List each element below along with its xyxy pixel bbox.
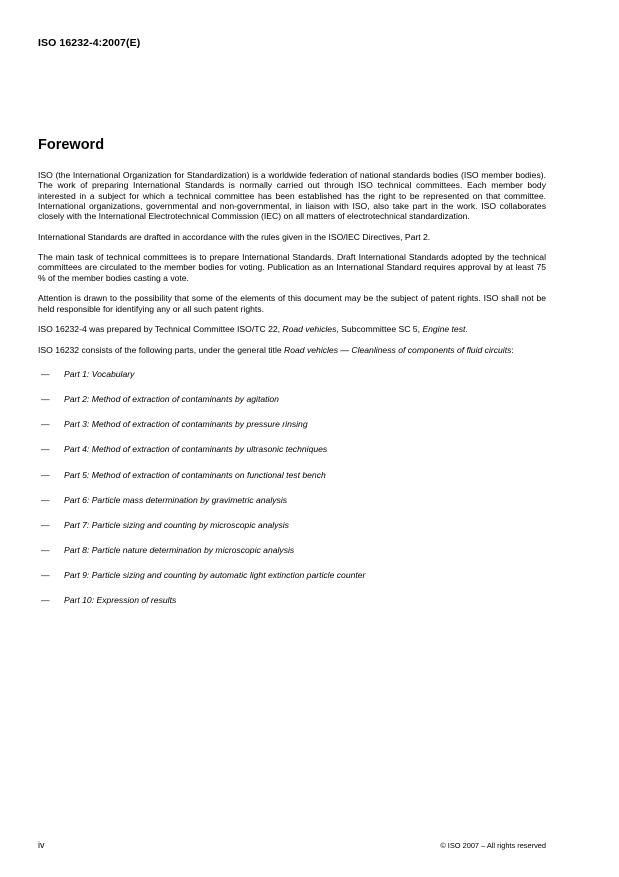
list-dash: — bbox=[41, 519, 50, 530]
list-item-text: Part 9: Particle sizing and counting by automatic light extinction particle counter bbox=[64, 570, 366, 581]
list-item bbox=[38, 419, 546, 444]
list-dash: — bbox=[41, 570, 50, 581]
paragraph-prepared-by bbox=[38, 324, 546, 334]
prepared-by-end: . bbox=[465, 324, 468, 335]
copyright-notice: © ISO 2007 – All rights reserved bbox=[440, 841, 546, 850]
list-dash: — bbox=[41, 444, 50, 455]
list-dash: — bbox=[41, 545, 50, 556]
parts-intro-text: ISO 16232 consists of the following parts, under the general title bbox=[38, 344, 285, 355]
list-item bbox=[38, 545, 546, 570]
list-item bbox=[38, 570, 546, 595]
committee-title-road-vehicles: Road vehicles bbox=[282, 324, 337, 335]
list-item bbox=[38, 369, 546, 394]
list-dash: — bbox=[41, 469, 50, 480]
list-item-text: Part 1: Vocabulary bbox=[64, 368, 135, 379]
list-item-text: Part 3: Method of extraction of contaminants by pressure rinsing bbox=[64, 419, 308, 430]
document-id-header: ISO 16232-4:2007(E) bbox=[38, 37, 141, 49]
general-title: Road vehicles — Cleanliness of components of fluid circuits bbox=[284, 344, 512, 355]
list-item-text: Part 7: Particle sizing and counting by microscopic analysis bbox=[64, 519, 289, 530]
paragraph-technical-committees: The main task of technical committees is to prepare International Standards. Draft International Standards adopted by the technical committees are circulated to the member bodies for voting. Publication as an International Standard requires approval by at least 75 % of the member bodies casting a vote. bbox=[38, 252, 546, 283]
list-item bbox=[38, 595, 546, 620]
list-item-text: Part 5: Method of extraction of contaminants on functional test bench bbox=[64, 469, 326, 480]
list-dash: — bbox=[41, 595, 50, 606]
parts-intro-end: : bbox=[511, 344, 514, 355]
list-dash: — bbox=[41, 368, 50, 379]
list-item-text: Part 8: Particle nature determination by microscopic analysis bbox=[64, 545, 295, 556]
list-item bbox=[38, 470, 546, 495]
list-item-text: Part 10: Expression of results bbox=[64, 595, 177, 606]
list-item-text: Part 4: Method of extraction of contaminants by ultrasonic techniques bbox=[64, 444, 328, 455]
list-dash: — bbox=[41, 393, 50, 404]
prepared-by-text: ISO 16232-4 was prepared by Technical Committee ISO/TC 22, bbox=[38, 324, 283, 335]
list-dash: — bbox=[41, 494, 50, 505]
paragraph-directives: International Standards are drafted in accordance with the rules given in the ISO/IEC Directives, Part 2. bbox=[38, 231, 431, 242]
subcommittee-title-engine-test: Engine test bbox=[422, 324, 466, 335]
prepared-by-subcommittee: , Subcommittee SC 5, bbox=[336, 324, 423, 335]
list-item bbox=[38, 495, 546, 520]
list-item-text: Part 6: Particle mass determination by gravimetric analysis bbox=[64, 494, 288, 505]
page-number: iv bbox=[38, 840, 45, 850]
paragraph-parts-intro bbox=[38, 345, 546, 355]
paragraph-patent-rights: Attention is drawn to the possibility that some of the elements of this document may be the subject of patent rights. ISO shall not be held responsible for identifying any or all such patent rights. bbox=[38, 293, 546, 314]
list-item-text: Part 2: Method of extraction of contaminants by agitation bbox=[64, 393, 279, 404]
section-title: Foreword bbox=[38, 137, 105, 153]
list-dash: — bbox=[41, 419, 50, 430]
foreword-body bbox=[38, 170, 546, 621]
paragraph-iso-organization: ISO (the International Organization for Standardization) is a worldwide federation of national standards bodies (ISO member bodies). The work of preparing International Standards is normally carried out through ISO technical committees. Each member body interested in a subject for which a technical committee has been established has the right to be represented on that committee. International organizations, governmental and non-governmental, in liaison with ISO, also take part in the work. ISO collaborates closely with the International Electrotechnical Commission (IEC) on all matters of electrotechnical standardization. bbox=[38, 170, 546, 222]
list-item bbox=[38, 520, 546, 545]
list-item bbox=[38, 444, 546, 469]
parts-list bbox=[38, 369, 546, 621]
list-item bbox=[38, 394, 546, 419]
